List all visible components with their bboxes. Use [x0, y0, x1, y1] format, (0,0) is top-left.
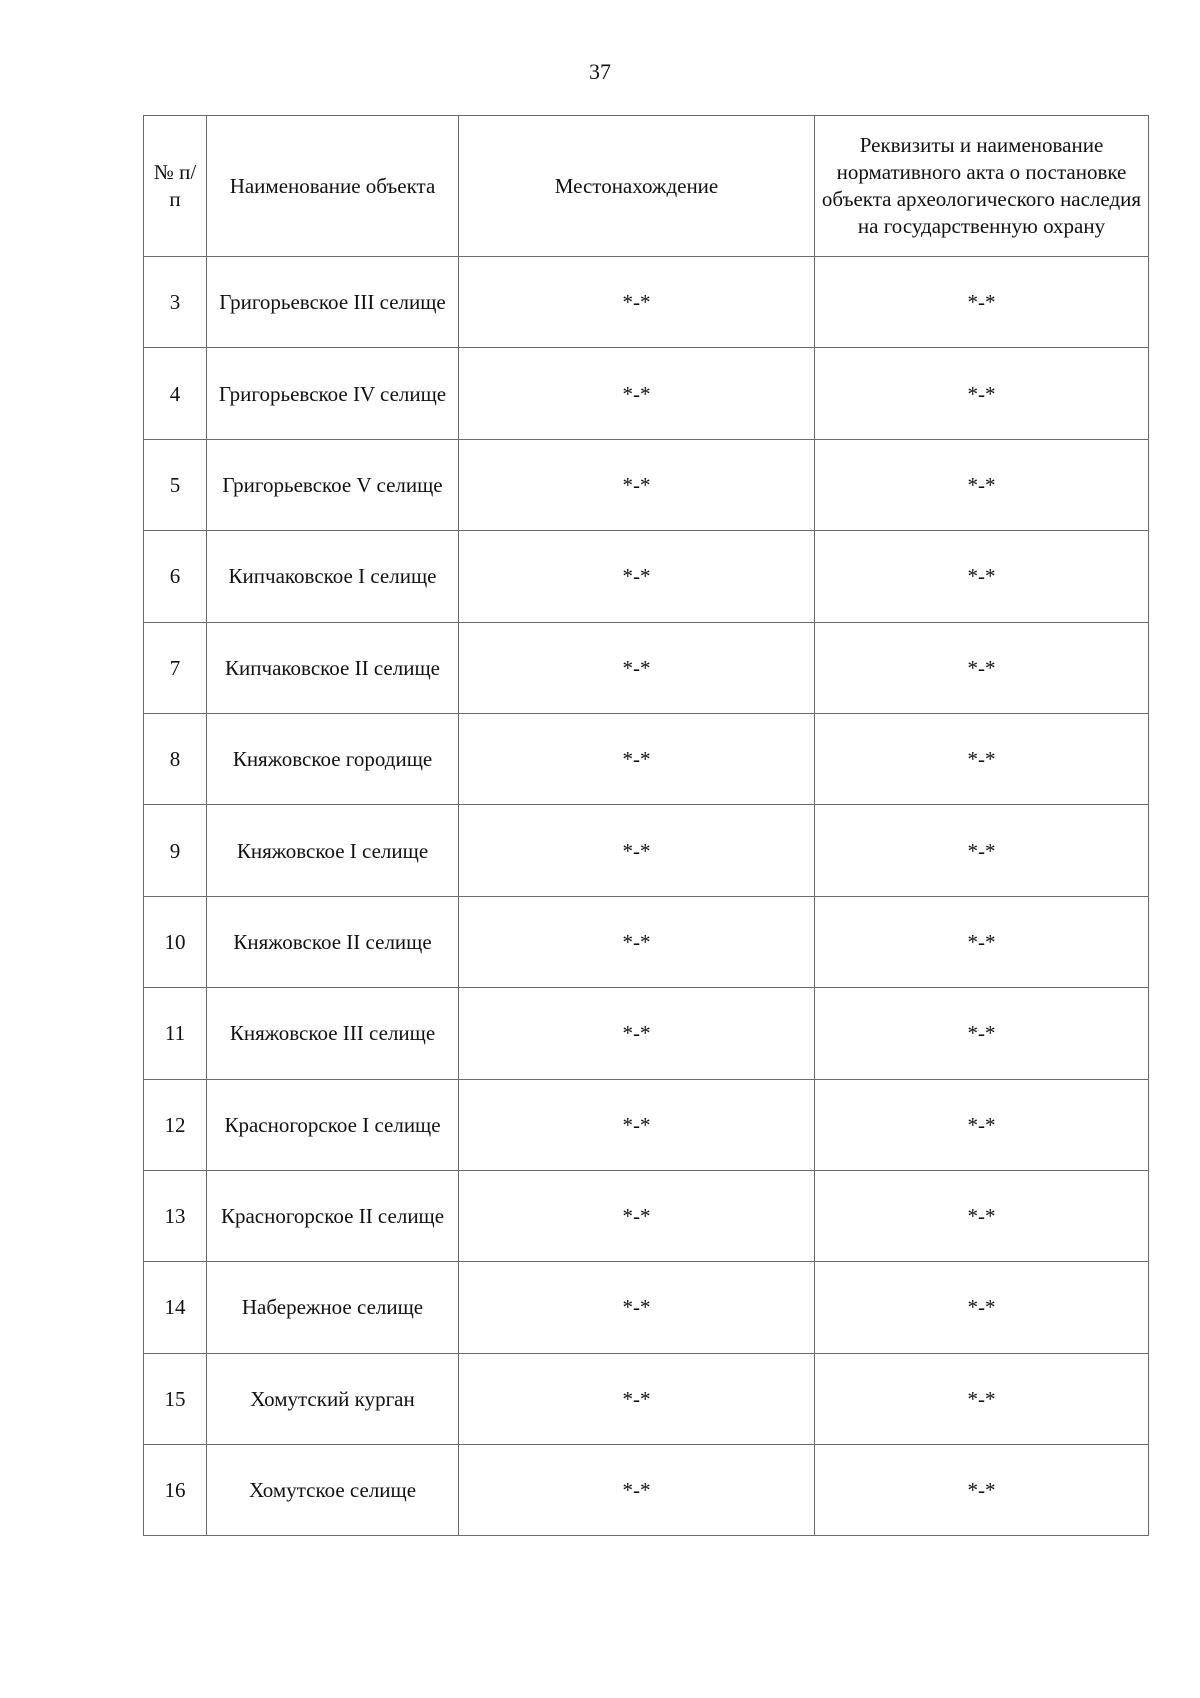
- heritage-objects-table: [143, 115, 1149, 1536]
- row-act: *-*: [815, 1262, 1149, 1353]
- row-name: Григорьевское V селище: [207, 439, 459, 530]
- row-location: *-*: [459, 1170, 815, 1261]
- table-row: [144, 1445, 1149, 1536]
- row-act: *-*: [815, 531, 1149, 622]
- header-location: Местонахождение: [459, 116, 815, 257]
- row-num: 9: [144, 805, 207, 896]
- row-act: *-*: [815, 1079, 1149, 1170]
- row-num: 10: [144, 896, 207, 987]
- row-act: *-*: [815, 1445, 1149, 1536]
- row-num: 3: [144, 257, 207, 348]
- row-location: *-*: [459, 713, 815, 804]
- row-act: *-*: [815, 805, 1149, 896]
- row-act: *-*: [815, 348, 1149, 439]
- row-name: Княжовское I селище: [207, 805, 459, 896]
- row-num: 8: [144, 713, 207, 804]
- row-location: *-*: [459, 896, 815, 987]
- row-name: Княжовское городище: [207, 713, 459, 804]
- row-num: 12: [144, 1079, 207, 1170]
- row-num: 11: [144, 988, 207, 1079]
- row-name: Григорьевское IV селище: [207, 348, 459, 439]
- row-location: *-*: [459, 1079, 815, 1170]
- row-location: *-*: [459, 1445, 815, 1536]
- row-act: *-*: [815, 896, 1149, 987]
- header-act: Реквизиты и наименование нормативного акта о постановке объекта археологического наследия на государственную охрану: [815, 116, 1149, 257]
- table-row: [144, 622, 1149, 713]
- table-body: [144, 257, 1149, 1536]
- row-act: *-*: [815, 713, 1149, 804]
- page-number: 37: [589, 59, 611, 84]
- table-row: [144, 1079, 1149, 1170]
- row-act: *-*: [815, 1170, 1149, 1261]
- row-name: Княжовское II селище: [207, 896, 459, 987]
- table-row: [144, 805, 1149, 896]
- row-name: Хомутский курган: [207, 1353, 459, 1444]
- row-act: *-*: [815, 439, 1149, 530]
- row-location: *-*: [459, 1353, 815, 1444]
- row-num: 14: [144, 1262, 207, 1353]
- row-act: *-*: [815, 988, 1149, 1079]
- row-location: *-*: [459, 622, 815, 713]
- table-row: [144, 1353, 1149, 1444]
- row-num: 16: [144, 1445, 207, 1536]
- header-row: [144, 116, 1149, 257]
- table-row: [144, 439, 1149, 530]
- table-row: [144, 1170, 1149, 1261]
- row-num: 6: [144, 531, 207, 622]
- row-num: 4: [144, 348, 207, 439]
- table-row: [144, 1262, 1149, 1353]
- row-location: *-*: [459, 439, 815, 530]
- row-name: Кипчаковское II селище: [207, 622, 459, 713]
- table-row: [144, 896, 1149, 987]
- row-location: *-*: [459, 805, 815, 896]
- row-num: 13: [144, 1170, 207, 1261]
- row-num: 7: [144, 622, 207, 713]
- row-location: *-*: [459, 1262, 815, 1353]
- table-row: [144, 257, 1149, 348]
- row-act: *-*: [815, 1353, 1149, 1444]
- row-name: Красногорское II селище: [207, 1170, 459, 1261]
- table-row: [144, 713, 1149, 804]
- row-act: *-*: [815, 257, 1149, 348]
- row-num: 15: [144, 1353, 207, 1444]
- row-name: Княжовское III селище: [207, 988, 459, 1079]
- row-location: *-*: [459, 257, 815, 348]
- row-num: 5: [144, 439, 207, 530]
- table-header: [144, 116, 1149, 257]
- row-name: Григорьевское III селище: [207, 257, 459, 348]
- row-location: *-*: [459, 348, 815, 439]
- row-name: Красногорское I селище: [207, 1079, 459, 1170]
- header-name: Наименование объекта: [207, 116, 459, 257]
- header-num: № п/п: [144, 116, 207, 257]
- table-row: [144, 988, 1149, 1079]
- row-name: Кипчаковское I селище: [207, 531, 459, 622]
- row-location: *-*: [459, 531, 815, 622]
- table-row: [144, 348, 1149, 439]
- row-location: *-*: [459, 988, 815, 1079]
- row-name: Набережное селище: [207, 1262, 459, 1353]
- row-name: Хомутское селище: [207, 1445, 459, 1536]
- row-act: *-*: [815, 622, 1149, 713]
- table-row: [144, 531, 1149, 622]
